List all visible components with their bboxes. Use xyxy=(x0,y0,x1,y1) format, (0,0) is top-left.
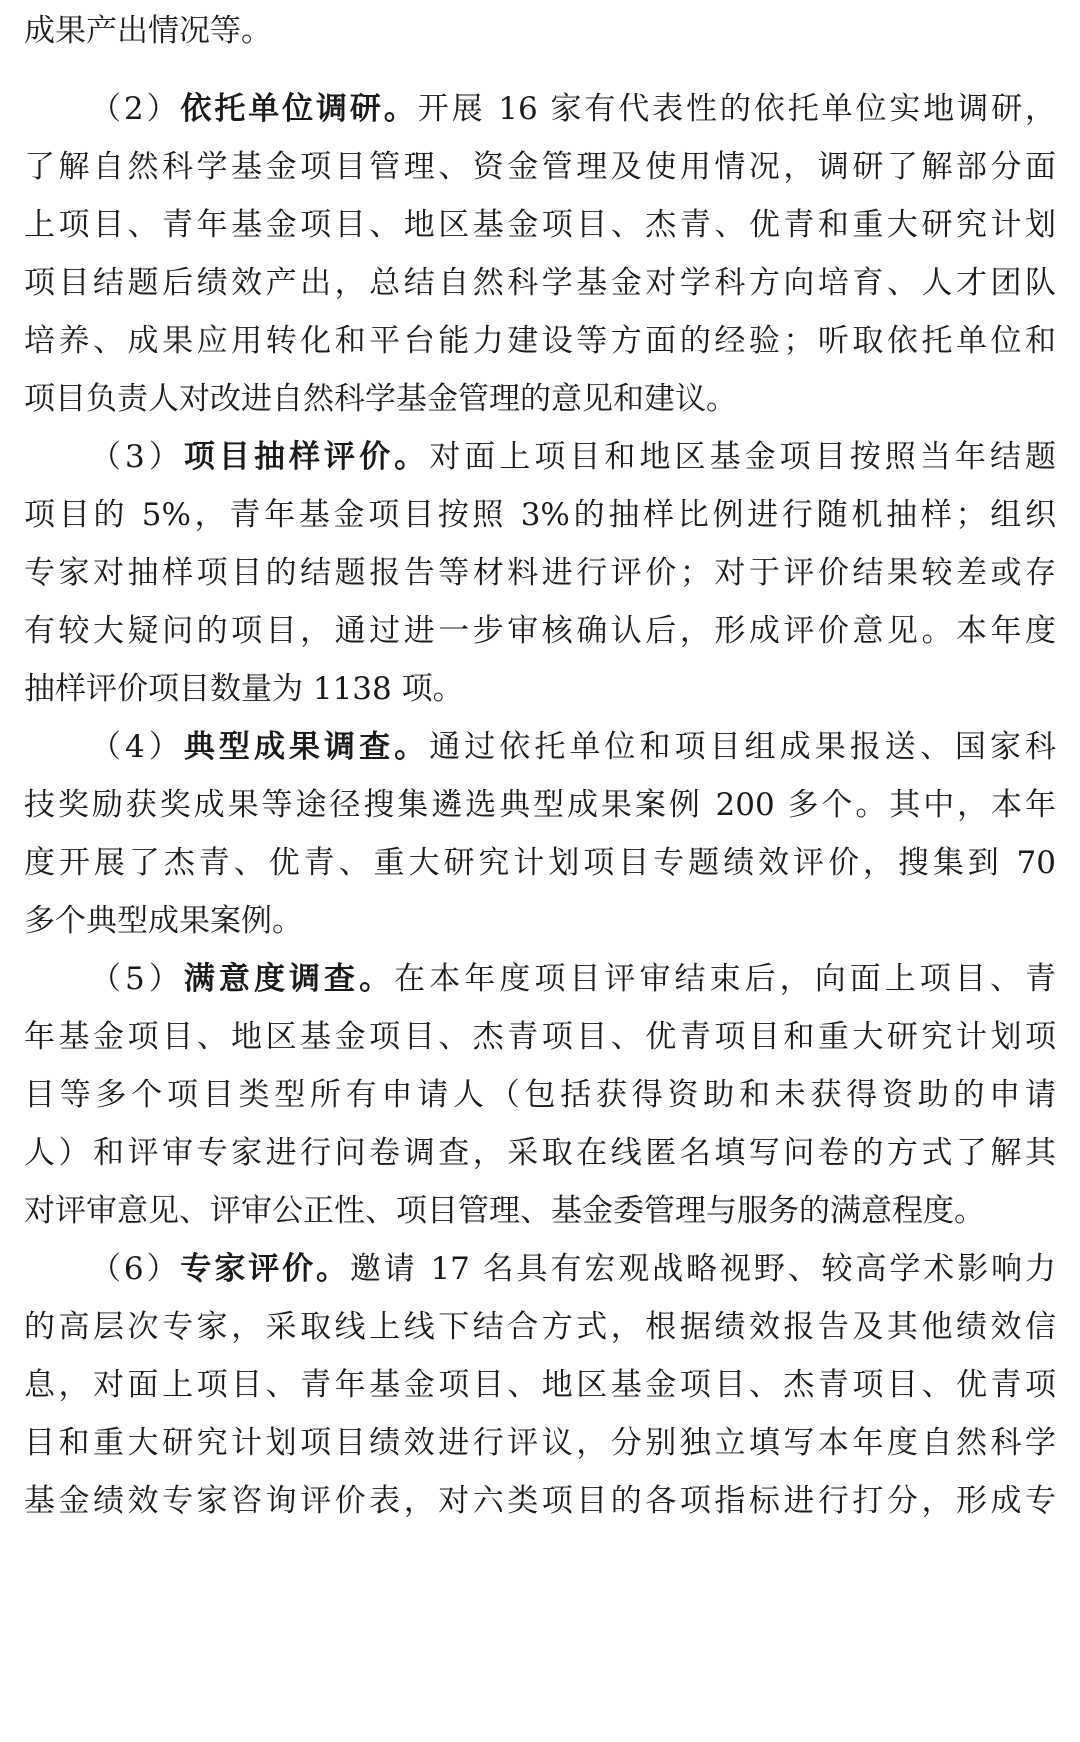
text-run: 上项目、青年基金项目、地区基金项目、杰青、优青和重大研究计划 xyxy=(24,207,1056,243)
text-line xyxy=(24,1422,1056,1464)
text-line xyxy=(24,204,1056,246)
text-run: 项目的 5%，青年基金项目按照 3%的抽样比例进行随机抽样；组织 xyxy=(24,497,1056,533)
text-run: 有较大疑问的项目，通过进一步审核确认后，形成评价意见。本年度 xyxy=(24,613,1056,649)
item-heading: 典型成果调查。 xyxy=(183,729,430,765)
text-run: 目和重大研究计划项目绩效进行评议，分别独立填写本年度自然科学 xyxy=(24,1425,1056,1461)
text-run: 项目负责人对改进自然科学基金管理的意见和建议。 xyxy=(24,381,737,417)
text-line xyxy=(24,146,1056,188)
item-heading: 专家评价。 xyxy=(180,1251,350,1287)
text-line xyxy=(24,552,1056,594)
item-heading: 满意度调查。 xyxy=(183,961,395,997)
text-run: 通过依托单位和项目组成果报送、国家科 xyxy=(429,729,1056,765)
text-run: 抽样评价项目数量为 1138 项。 xyxy=(24,671,464,707)
text-line xyxy=(24,494,1056,536)
item-number: （4） xyxy=(90,729,184,765)
text-line xyxy=(24,842,1056,884)
text-line xyxy=(24,378,1056,420)
text-run: 专家对抽样项目的结题报告等材料进行评价；对于评价结果较差或存 xyxy=(24,555,1056,591)
text-run: 度开展了杰青、优青、重大研究计划项目专题绩效评价，搜集到 70 xyxy=(24,845,1056,881)
text-run: 人）和评审专家进行问卷调查，采取在线匿名填写问卷的方式了解其 xyxy=(24,1135,1056,1171)
text-run: 的高层次专家，采取线上线下结合方式，根据绩效报告及其他绩效信 xyxy=(24,1309,1056,1345)
text-run: 年基金项目、地区基金项目、杰青项目、优青项目和重大研究计划项 xyxy=(24,1019,1056,1055)
text-line xyxy=(24,784,1056,826)
text-line xyxy=(24,1480,1056,1522)
text-run: 技奖励获奖成果等途径搜集遴选典型成果案例 200 多个。其中，本年 xyxy=(24,787,1056,823)
text-line xyxy=(24,10,1056,52)
text-line xyxy=(24,320,1056,362)
item-number: （6） xyxy=(90,1251,181,1287)
paragraph-heading-line xyxy=(90,1248,1056,1290)
text-run: 对评审意见、评审公正性、项目管理、基金委管理与服务的满意程度。 xyxy=(24,1193,985,1229)
text-run: 基金绩效专家咨询评价表，对六类项目的各项指标进行打分，形成专 xyxy=(24,1483,1056,1519)
item-number: （2） xyxy=(90,91,181,127)
text-line xyxy=(24,1016,1056,1058)
text-line xyxy=(24,1306,1056,1348)
item-heading: 依托单位调研。 xyxy=(180,91,418,127)
text-run: 息，对面上项目、青年基金项目、地区基金项目、杰青项目、优青项 xyxy=(24,1367,1056,1403)
item-number: （5） xyxy=(90,961,184,997)
text-line xyxy=(24,1364,1056,1406)
text-line xyxy=(24,668,1056,710)
paragraph-heading-line xyxy=(90,436,1056,478)
text-run: 多个典型成果案例。 xyxy=(24,903,303,939)
text-run: 在本年度项目评审结束后，向面上项目、青 xyxy=(394,961,1056,997)
text-run: 对面上项目和地区基金项目按照当年结题 xyxy=(429,439,1056,475)
text-line xyxy=(24,262,1056,304)
item-number: （3） xyxy=(90,439,184,475)
text-line xyxy=(24,1074,1056,1116)
item-heading: 项目抽样评价。 xyxy=(183,439,430,475)
text-line xyxy=(24,1190,1056,1232)
text-run: 邀请 17 名具有宏观战略视野、较高学术影响力 xyxy=(349,1251,1056,1287)
text-run: 目等多个项目类型所有申请人（包括获得资助和未获得资助的申请 xyxy=(24,1077,1056,1113)
paragraph-heading-line xyxy=(90,726,1056,768)
text-line xyxy=(24,610,1056,652)
text-line xyxy=(24,900,1056,942)
text-line xyxy=(24,1132,1056,1174)
paragraph-heading-line xyxy=(90,88,1056,130)
text-run: 开展 16 家有代表性的依托单位实地调研， xyxy=(417,91,1056,127)
text-run: 成果产出情况等。 xyxy=(24,13,272,49)
text-run: 了解自然科学基金项目管理、资金管理及使用情况，调研了解部分面 xyxy=(24,149,1056,185)
paragraph-heading-line xyxy=(90,958,1056,1000)
text-run: 培养、成果应用转化和平台能力建设等方面的经验；听取依托单位和 xyxy=(24,323,1056,359)
text-run: 项目结题后绩效产出，总结自然科学基金对学科方向培育、人才团队 xyxy=(24,265,1056,301)
